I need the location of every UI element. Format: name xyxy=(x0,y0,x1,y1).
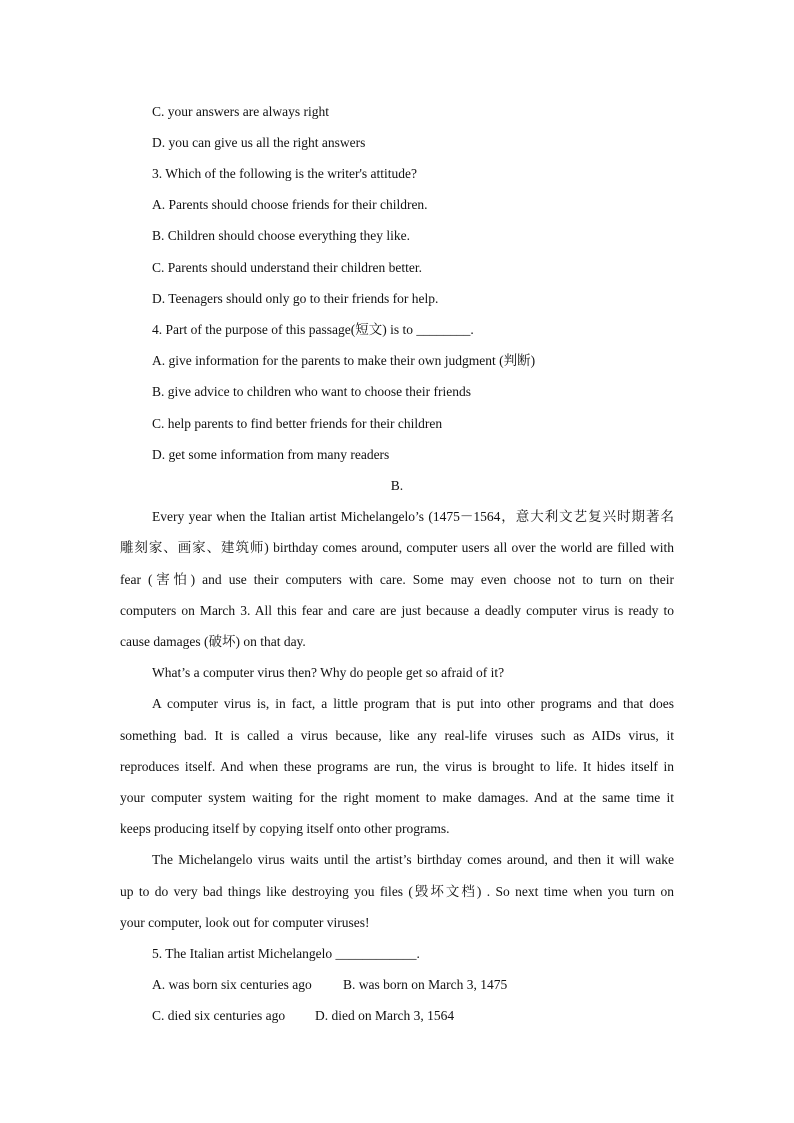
q4-option-a: A. give information for the parents to make their own judgment (判断) xyxy=(152,353,536,368)
q4-option-c: C. help parents to find better friends for their children xyxy=(152,416,443,431)
q5-options-row-2 xyxy=(152,1006,674,1026)
para4-line: up to do very bad things like destroying you files (毁坏文档) . So next time when you turn on xyxy=(120,884,674,899)
q4-option-d: D. get some information from many readers xyxy=(152,447,390,462)
q3-option-b: B. Children should choose everything they like. xyxy=(152,228,410,243)
q4-option-b: B. give advice to children who want to choose their friends xyxy=(152,384,472,399)
para4-line: your computer, look out for computer viruses! xyxy=(120,915,370,930)
para2: What’s a computer virus then? Why do people get so afraid of it? xyxy=(152,665,505,680)
para1-line: Every year when the Italian artist Michelangelo’s (1475－1564，意大利文艺复兴时期著名 xyxy=(152,509,674,524)
q5-option-d: D. died on March 3, 1564 xyxy=(315,1008,455,1023)
q2-option-c: C. your answers are always right xyxy=(152,104,329,119)
para3-line: reproduces itself. And when these programs are run, the virus is brought to life. It hides itself in xyxy=(120,759,674,774)
q5-options-row-1 xyxy=(152,975,674,995)
para3-line: your computer system waiting for the right moment to make damages. And at the same time it xyxy=(120,790,674,805)
q3-option-a: A. Parents should choose friends for their children. xyxy=(152,197,428,212)
q5-option-b: B. was born on March 3, 1475 xyxy=(343,977,508,992)
q5-stem: 5. The Italian artist Michelangelo ____________. xyxy=(152,946,420,961)
para3-line: A computer virus is, in fact, a little program that is put into other programs and that does xyxy=(152,696,674,711)
q5-option-c: C. died six centuries ago xyxy=(152,1008,286,1023)
q5-option-a: A. was born six centuries ago xyxy=(152,977,312,992)
para3-line: something bad. It is called a virus because, like any real-life viruses such as AIDs virus, it xyxy=(120,728,674,743)
section-heading: B. xyxy=(390,478,404,493)
para1-line: fear (害怕) and use their computers with care. Some may even choose not to turn on their xyxy=(120,572,674,587)
para1-line: 雕刻家、画家、建筑师) birthday comes around, computer users all over the world are filled with xyxy=(120,540,674,555)
q3-stem: 3. Which of the following is the writer's attitude? xyxy=(152,166,417,181)
para4-line: The Michelangelo virus waits until the artist’s birthday comes around, and then it will wake xyxy=(152,852,674,867)
q3-option-d: D. Teenagers should only go to their friends for help. xyxy=(152,291,439,306)
q4-stem: 4. Part of the purpose of this passage(短文) is to ________. xyxy=(152,322,474,337)
q2-option-d: D. you can give us all the right answers xyxy=(152,135,366,150)
para1-line: cause damages (破坏) on that day. xyxy=(120,634,306,649)
para3-line: keeps producing itself by copying itself onto other programs. xyxy=(120,821,450,836)
para1-line: computers on March 3. All this fear and care are just because a deadly computer virus is ready to xyxy=(120,603,674,618)
q3-option-c: C. Parents should understand their children better. xyxy=(152,260,422,275)
